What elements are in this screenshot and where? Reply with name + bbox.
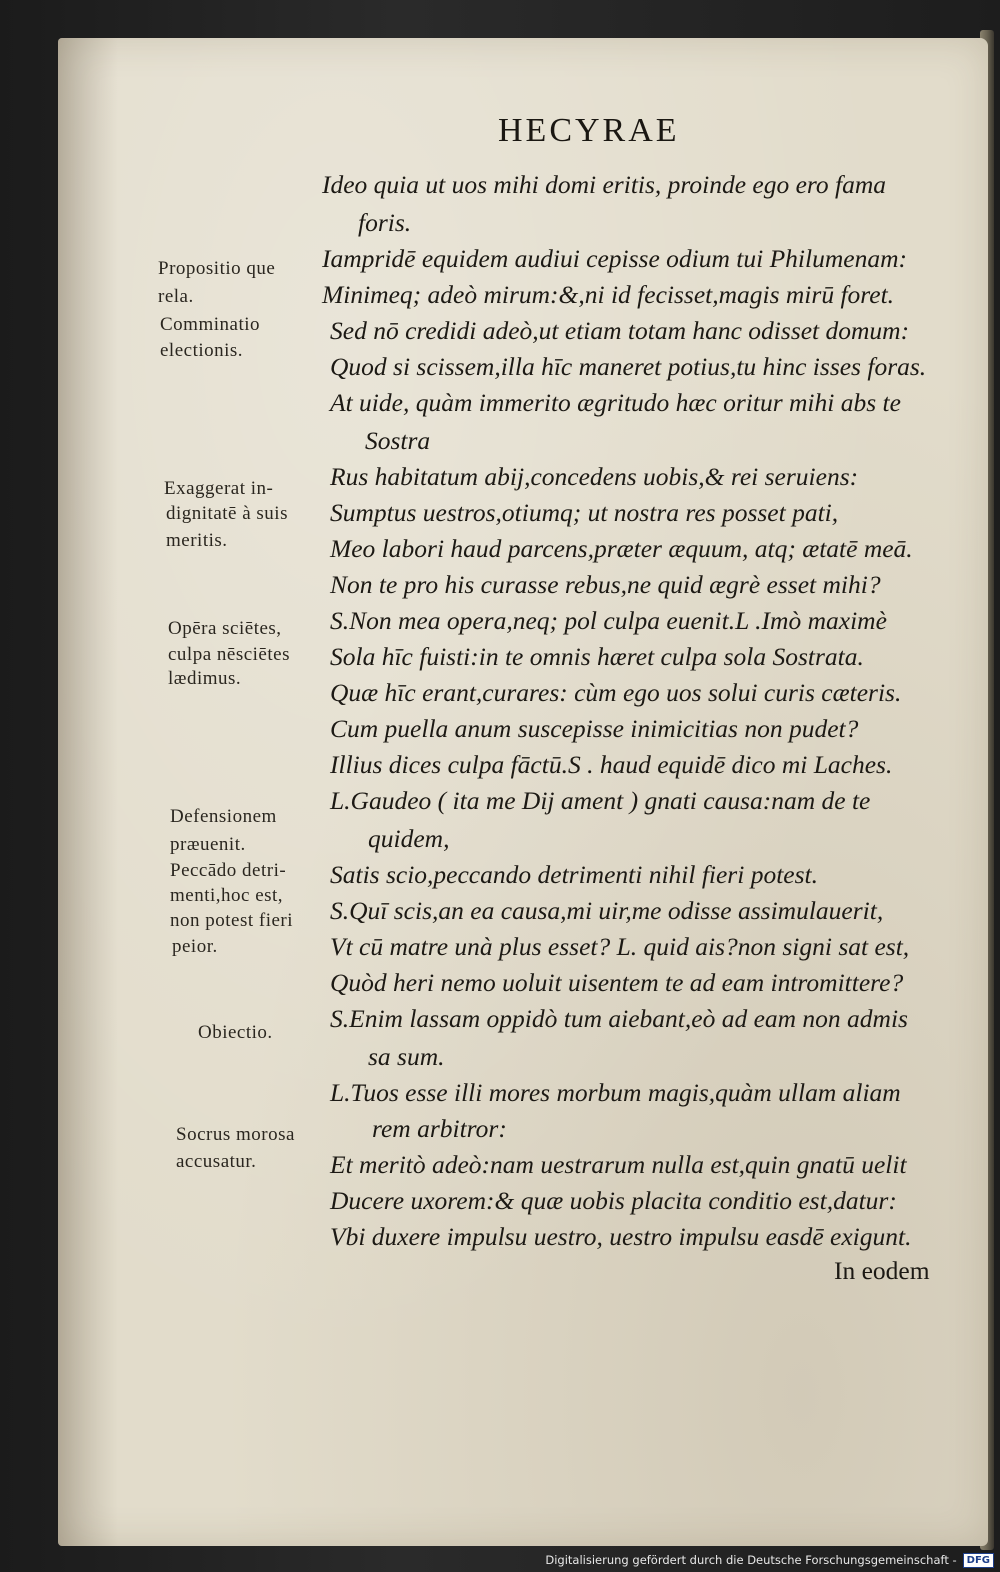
verse-line: S.Enim lassam oppidò tum aiebant,eò ad eam non admis — [330, 1004, 908, 1033]
verse-line: Sostra — [365, 426, 431, 455]
verse-line: Cum puella anum suscepisse inimicitias non pudet? — [330, 714, 859, 743]
marginal-note: dignitatē à suis — [166, 503, 288, 524]
dfg-logo: DFG — [963, 1553, 994, 1568]
marginal-note: meritis. — [166, 530, 228, 551]
verse-line: quidem, — [368, 824, 450, 853]
verse-line: Minimeq; adeò mirum:&,ni id fecisset,magis mirū foret. — [322, 280, 895, 309]
verse-line: Sola hīc fuisti:in te omnis hæret culpa sola Sostrata. — [330, 642, 864, 671]
verse-line: Non te pro his curasse rebus,ne quid ægrè esset mihi? — [330, 570, 881, 599]
running-head: HECYRAE — [498, 112, 680, 149]
marginal-note: Peccādo detri- — [170, 860, 287, 881]
marginal-note: menti,hoc est, — [170, 885, 284, 906]
credit-text: Digitalisierung gefördert durch die Deutsche Forschungsgemeinschaft - — [545, 1553, 957, 1567]
catchword: In eodem — [834, 1256, 930, 1285]
marginal-note: non potest fieri — [170, 910, 294, 931]
verse-line: L.Gaudeo ( ita me Dij ament ) gnati causa:nam de te — [330, 786, 871, 815]
marginal-note: rela. — [158, 286, 194, 307]
marginal-note: Propositio que — [158, 258, 276, 279]
verse-line: Sed nō credidi adeò,ut etiam totam hanc odisset domum: — [330, 316, 910, 345]
marginal-note: accusatur. — [176, 1151, 257, 1172]
marginal-note: Socrus morosa — [176, 1124, 295, 1145]
verse-line: rem arbitror: — [372, 1114, 507, 1143]
marginal-note: Comminatio — [160, 314, 260, 335]
marginal-note: præuenit. — [170, 834, 246, 855]
gutter-shadow — [58, 38, 118, 1546]
digitization-credit — [545, 1550, 994, 1570]
marginal-note: Defensionem — [170, 806, 277, 827]
verse-line: Vt cū matre unà plus esset? L. quid ais?non signi sat est, — [330, 932, 910, 961]
verse-line: Illius dices culpa fāctū.S . haud equidē dico mi Laches. — [330, 750, 893, 779]
verse-line: Ducere uxorem:& quæ uobis placita conditio est,datur: — [330, 1186, 897, 1215]
verse-line: sa sum. — [368, 1042, 445, 1071]
verse-line: L.Tuos esse illi mores morbum magis,quàm ullam aliam — [330, 1078, 901, 1107]
verse-line: Iampridē equidem audiui cepisse odium tui Philumenam: — [322, 244, 907, 273]
marginal-note: lædimus. — [168, 668, 242, 689]
verse-line: Satis scio,peccando detrimenti nihil fieri potest. — [330, 860, 818, 889]
verse-line: Ideo quia ut uos mihi domi eritis, proinde ego ero fama — [322, 170, 887, 199]
verse-line: Quòd heri nemo uoluit uisentem te ad eam intromittere? — [330, 968, 904, 997]
verse-line: Et meritò adeò:nam uestrarum nulla est,quin gnatū uelit — [330, 1150, 907, 1179]
marginal-note: electionis. — [160, 340, 244, 361]
marginal-note: peior. — [172, 936, 218, 957]
marginal-note: Obiectio. — [198, 1022, 273, 1043]
verse-line: At uide, quàm immerito ægritudo hæc oritur mihi abs te — [330, 388, 901, 417]
verse-line: Quod si scissem,illa hīc maneret potius,tu hinc isses foras. — [330, 352, 927, 381]
marginal-note: Opēra sciētes, — [168, 618, 282, 639]
verse-line: Quæ hīc erant,curares: cùm ego uos solui curis cæteris. — [330, 678, 902, 707]
marginal-note: Exaggerat in- — [164, 478, 274, 499]
verse-line: Rus habitatum abij,concedens uobis,& rei seruiens: — [330, 462, 859, 491]
verse-line: Meo labori haud parcens,præter æquum, atq; ætatē meā. — [330, 534, 913, 563]
verse-line: S.Quī scis,an ea causa,mi uir,me odisse assimulauerit, — [330, 896, 884, 925]
verse-line: Sumptus uestros,otiumq; ut nostra res posset pati, — [330, 498, 839, 527]
verse-line: Vbi duxere impulsu uestro, uestro impulsu easdē exigunt. — [330, 1222, 912, 1251]
marginal-note: culpa nēsciētes — [168, 644, 290, 665]
verse-line: S.Non mea opera,neq; pol culpa euenit.L .Imò maximè — [330, 606, 887, 635]
verse-line: foris. — [358, 208, 412, 237]
